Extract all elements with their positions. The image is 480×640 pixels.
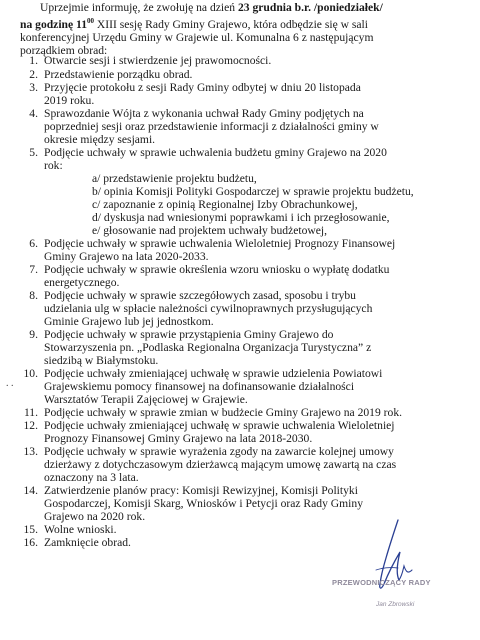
agenda-number: 14. bbox=[23, 484, 38, 497]
agenda-text: Gminy Grajewo na lata 2020-2033. bbox=[44, 250, 209, 263]
agenda-text: Podjęcie uchwały w sprawie uchwalenia budżetu gminy Grajewo na 2020 bbox=[44, 146, 387, 159]
agenda-number: 7. bbox=[29, 263, 38, 276]
agenda-text: Podjęcie uchwały zmieniającej uchwałę w sprawie uchwalenia Wieloletniej bbox=[44, 419, 395, 432]
budget-subpoint: b/ opinia Komisji Polityki Gospodarczej w sprawie projektu budżetu, bbox=[92, 185, 414, 198]
agenda-text: Podjęcie uchwały w sprawie szczegółowych zasad, sposobu i trybu bbox=[44, 289, 356, 302]
intro-line-4: porządkiem obrad: bbox=[20, 43, 108, 57]
stamp-title: PRZEWODNICZĄCY RADY bbox=[332, 578, 431, 587]
agenda-text: oznaczony na 3 lata. bbox=[44, 471, 139, 484]
agenda-text: siedzibą w Białymstoku. bbox=[44, 354, 159, 367]
meeting-date: 23 grudnia b.r. /poniedziałek/ bbox=[237, 1, 383, 14]
agenda-text: poprzedniej sesji oraz przedstawienie informacji z działalności gminy w bbox=[44, 120, 379, 133]
budget-subpoint: e/ głosowanie nad projektem uchwały budżetowej, bbox=[92, 224, 328, 237]
agenda-text: Przyjęcie protokołu z sesji Rady Gminy odbytej w dniu 20 listopada bbox=[44, 81, 361, 94]
agenda-text: Podjęcie uchwały zmieniającej uchwałę w sprawie udzielenia Powiatowi bbox=[44, 367, 383, 380]
intro-line-1 bbox=[20, 2, 466, 15]
budget-subpoint: a/ przedstawienie projektu budżetu, bbox=[92, 172, 257, 185]
agenda-text: okresie między sesjami. bbox=[44, 133, 156, 146]
meeting-time: na godzinę $11^{00}$ bbox=[20, 16, 94, 31]
agenda-number: 12. bbox=[23, 419, 38, 432]
agenda-text: Wolne wnioski. bbox=[44, 523, 117, 536]
agenda-text: Gospodarczej, Komisji Skarg, Wniosków i Petycji oraz Rady Gminy bbox=[44, 497, 363, 510]
intro-line-3: konferencyjnej Urzędu Gminy w Grajewie ul. Komunalna 6 z następującym bbox=[20, 30, 374, 44]
margin-mark: . . bbox=[6, 378, 14, 389]
agenda-text: Prognozy Finansowej Gminy Grajewo na lata 2018-2030. bbox=[44, 432, 313, 445]
agenda-text: Podjęcie uchwały w sprawie wyrażenia zgody na zawarcie kolejnej umowy bbox=[44, 445, 394, 458]
intro-text: XIII sesję Rady Gminy Grajewo, która odbędzie się w sali bbox=[94, 17, 368, 31]
budget-subpoint: d/ dyskusja nad wniesionymi poprawkami i ich przegłosowanie, bbox=[92, 211, 390, 224]
agenda-text: energetycznego. bbox=[44, 276, 120, 289]
agenda-text: Warsztatów Terapii Zajęciowej w Grajewie. bbox=[44, 393, 248, 406]
budget-subpoint: c/ zapoznanie z opinią Regionalnej Izby Obrachunkowej, bbox=[92, 198, 358, 211]
agenda-number: 5. bbox=[29, 146, 38, 159]
agenda-text: 2019 roku. bbox=[44, 94, 95, 107]
agenda-number: 9. bbox=[29, 328, 38, 341]
agenda-text: udzielania ulg w spłacie należności cywilnoprawnych przysługujących bbox=[44, 302, 373, 315]
agenda-text: Grajewskiemu pomocy finansowej na dofinansowanie działalności bbox=[44, 380, 355, 393]
agenda-text: Otwarcie sesji i stwierdzenie jej prawomocności. bbox=[44, 54, 272, 67]
agenda-text: Stowarzyszenia pn. „Podlaska Regionalna Organizacja Turystyczna” z bbox=[44, 341, 372, 354]
agenda-number: 13. bbox=[23, 445, 38, 458]
agenda-number: 2. bbox=[29, 68, 38, 81]
agenda-number: 8. bbox=[29, 289, 38, 302]
intro-line-2 bbox=[20, 15, 466, 32]
agenda-text: Podjęcie uchwały w sprawie uchwalenia Wieloletniej Prognozy Finansowej bbox=[44, 237, 396, 250]
agenda-number: 10. bbox=[23, 367, 38, 380]
agenda-text: Sprawozdanie Wójta z wykonania uchwał Rady Gminy podjętych na bbox=[44, 107, 364, 120]
agenda-number: 6. bbox=[29, 237, 38, 250]
agenda-text: Zamknięcie obrad. bbox=[44, 536, 131, 549]
agenda-text: Podjęcie uchwały w sprawie określenia wzoru wniosku o wypłatę dodatku bbox=[44, 263, 390, 276]
agenda-number: 1. bbox=[29, 54, 38, 67]
official-stamp bbox=[332, 578, 431, 608]
agenda-number: 3. bbox=[29, 81, 38, 94]
agenda-number: 16. bbox=[23, 536, 38, 549]
agenda-text: Grajewo na 2020 rok. bbox=[44, 510, 146, 523]
intro-text: Uprzejmie informuję, że zwołuję na dzień bbox=[40, 1, 238, 14]
agenda-number: 11. bbox=[23, 406, 38, 419]
agenda-text: Przedstawienie porządku obrad. bbox=[44, 68, 193, 81]
agenda-text: rok: bbox=[44, 159, 63, 172]
agenda-text: Podjęcie uchwały w sprawie przystąpienia Gminy Grajewo do bbox=[44, 328, 334, 341]
agenda-number: 4. bbox=[29, 107, 38, 120]
agenda-number: 15. bbox=[23, 523, 38, 536]
agenda-text: Podjęcie uchwały w sprawie zmian w budżecie Gminy Grajewo na 2019 rok. bbox=[44, 406, 403, 419]
stamp-signatory: Jan Zbrowski bbox=[376, 601, 415, 608]
agenda-text: dzierżawy z dotychczasowym dzierżawcą mającym umowę zawartą na czas bbox=[44, 458, 397, 471]
agenda-text: Zatwierdzenie planów pracy: Komisji Rewizyjnej, Komisji Polityki bbox=[44, 484, 358, 497]
intro-paragraph bbox=[20, 2, 466, 57]
agenda-text: Gminie Grajewo lub jej jednostkom. bbox=[44, 315, 214, 328]
